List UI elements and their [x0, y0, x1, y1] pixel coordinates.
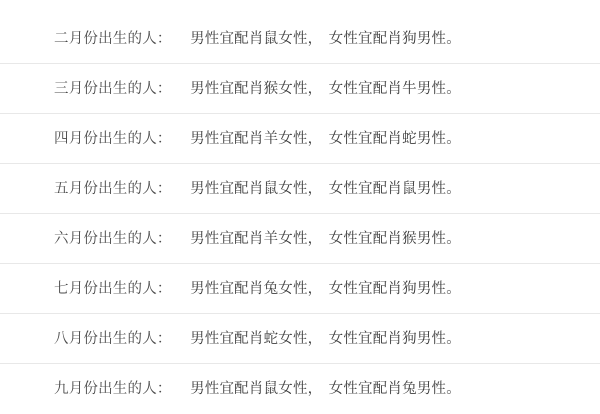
female-pairing-text: 女性宜配肖猴男性。	[328, 231, 461, 247]
female-pairing-text: 女性宜配肖鼠男性。	[328, 181, 461, 197]
male-pairing-text: 男性宜配肖兔女性，	[190, 281, 323, 297]
male-pairing-text: 男性宜配肖蛇女性，	[190, 331, 323, 347]
female-pairing-text: 女性宜配肖狗男性。	[328, 31, 461, 47]
list-item	[0, 114, 600, 164]
month-label: 三月份出生的人：	[54, 81, 172, 97]
female-pairing-text: 女性宜配肖蛇男性。	[328, 131, 461, 147]
female-pairing-text: 女性宜配肖狗男性。	[328, 331, 461, 347]
month-label: 四月份出生的人：	[54, 131, 172, 147]
month-label: 八月份出生的人：	[54, 331, 172, 347]
male-pairing-text: 男性宜配肖羊女性，	[190, 131, 323, 147]
month-label: 九月份出生的人：	[54, 381, 172, 397]
month-label: 六月份出生的人：	[54, 231, 172, 247]
female-pairing-text: 女性宜配肖兔男性。	[328, 381, 461, 397]
male-pairing-text: 男性宜配肖鼠女性，	[190, 181, 323, 197]
month-label: 二月份出生的人：	[54, 31, 172, 47]
list-item	[0, 214, 600, 264]
list-item	[0, 264, 600, 314]
female-pairing-text: 女性宜配肖牛男性。	[328, 81, 461, 97]
male-pairing-text: 男性宜配肖猴女性，	[190, 81, 323, 97]
zodiac-pairing-list	[0, 14, 600, 414]
male-pairing-text: 男性宜配肖鼠女性，	[190, 31, 323, 47]
list-item	[0, 164, 600, 214]
male-pairing-text: 男性宜配肖羊女性，	[190, 231, 323, 247]
list-item	[0, 314, 600, 364]
male-pairing-text: 男性宜配肖鼠女性，	[190, 381, 323, 397]
month-label: 七月份出生的人：	[54, 281, 172, 297]
list-item	[0, 64, 600, 114]
month-label: 五月份出生的人：	[54, 181, 172, 197]
female-pairing-text: 女性宜配肖狗男性。	[328, 281, 461, 297]
list-item	[0, 364, 600, 414]
list-item	[0, 14, 600, 64]
